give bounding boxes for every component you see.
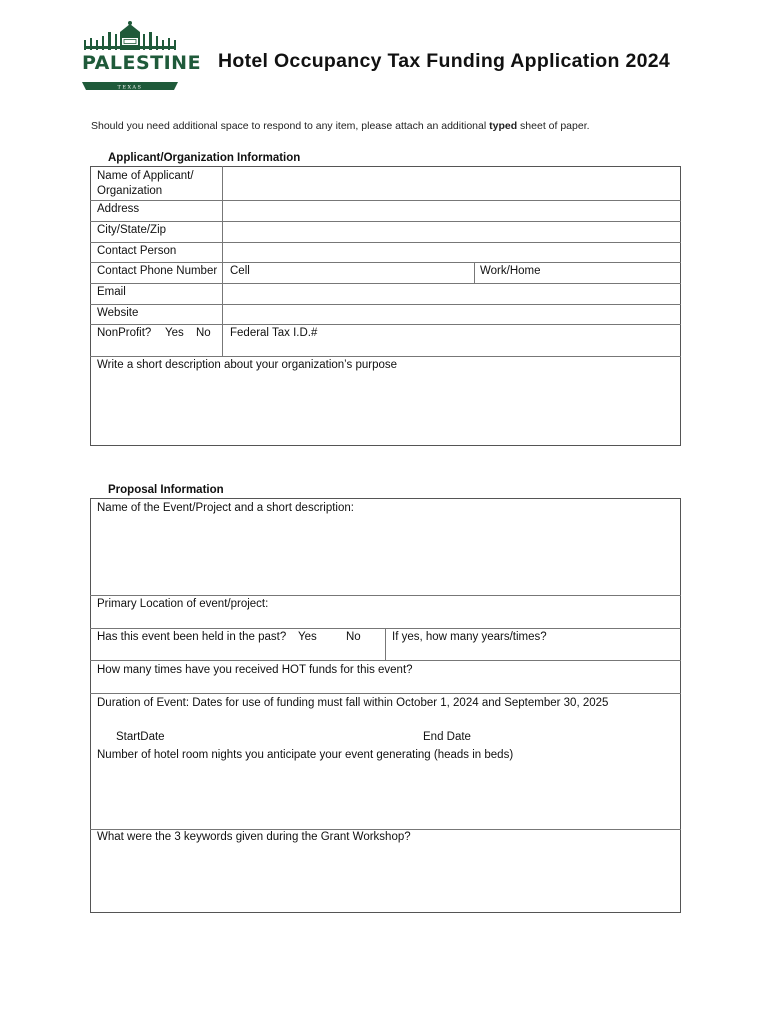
instruction-note <box>91 120 590 132</box>
purpose-label: Write a short description about your organization’s purpose <box>97 359 398 371</box>
duration-label: Duration of Event: Dates for use of funding must fall within October 1, 2024 and September 30, 2025 <box>97 697 609 709</box>
held-past-label: Has this event been held in the past? <box>97 631 287 643</box>
event-name-label: Name of the Event/Project and a short description: <box>97 502 354 514</box>
note-text: Should you need additional space to respond to any item, please attach an additional <box>91 120 490 132</box>
location-label: Primary Location of event/project: <box>97 598 269 610</box>
nonprofit-yes-option[interactable]: Yes <box>165 327 184 339</box>
email-label: Email <box>97 286 126 298</box>
row-divider <box>90 324 681 325</box>
note-emphasis: typed <box>489 120 518 132</box>
held-past-no-option[interactable]: No <box>346 631 361 643</box>
phone-label: Contact Phone Number <box>97 265 218 277</box>
svg-text:TEXAS: TEXAS <box>117 84 143 91</box>
website-field[interactable] <box>223 305 680 324</box>
email-field[interactable] <box>223 284 680 304</box>
held-past-yes-option[interactable]: Yes <box>298 631 317 643</box>
end-date-label[interactable]: End Date <box>423 731 471 743</box>
years-label: If yes, how many years/times? <box>392 631 547 643</box>
city-label: City/State/Zip <box>97 224 167 236</box>
palestine-texas-logo <box>78 20 202 92</box>
contact-person-label: Contact Person <box>97 245 177 257</box>
room-nights-label: Number of hotel room nights you anticipate your event generating (heads in beds) <box>97 749 514 761</box>
logo-wordmark: PALESTINE <box>82 52 202 74</box>
hot-funds-label: How many times have you received HOT funds for this event? <box>97 664 413 676</box>
row-divider <box>90 693 681 694</box>
phone-split-divider <box>474 262 475 283</box>
keywords-label: What were the 3 keywords given during the Grant Workshop? <box>97 831 411 843</box>
work-home-label[interactable]: Work/Home <box>480 265 541 277</box>
applicant-name-field[interactable] <box>223 167 680 200</box>
note-text-end: sheet of paper. <box>517 120 590 132</box>
tax-id-label[interactable]: Federal Tax I.D.# <box>230 327 318 339</box>
city-state-zip-field[interactable] <box>223 222 680 242</box>
nonprofit-no-option[interactable]: No <box>196 327 211 339</box>
start-date-label[interactable]: StartDate <box>116 731 165 743</box>
address-field[interactable] <box>223 201 680 221</box>
address-label: Address <box>97 203 140 215</box>
website-label: Website <box>97 307 139 319</box>
applicant-section-heading: Applicant/Organization Information <box>108 152 301 164</box>
proposal-section-heading: Proposal Information <box>108 484 224 496</box>
name-label-line2: Organization <box>97 185 163 197</box>
nonprofit-label: NonProfit? <box>97 327 152 339</box>
room-nights-field[interactable] <box>91 766 680 829</box>
row-divider <box>90 262 681 263</box>
contact-person-field[interactable] <box>223 243 680 262</box>
cell-label[interactable]: Cell <box>230 265 250 277</box>
page-title: Hotel Occupancy Tax Funding Application 2024 <box>218 50 671 72</box>
name-label-line1: Name of Applicant/ <box>97 170 194 182</box>
